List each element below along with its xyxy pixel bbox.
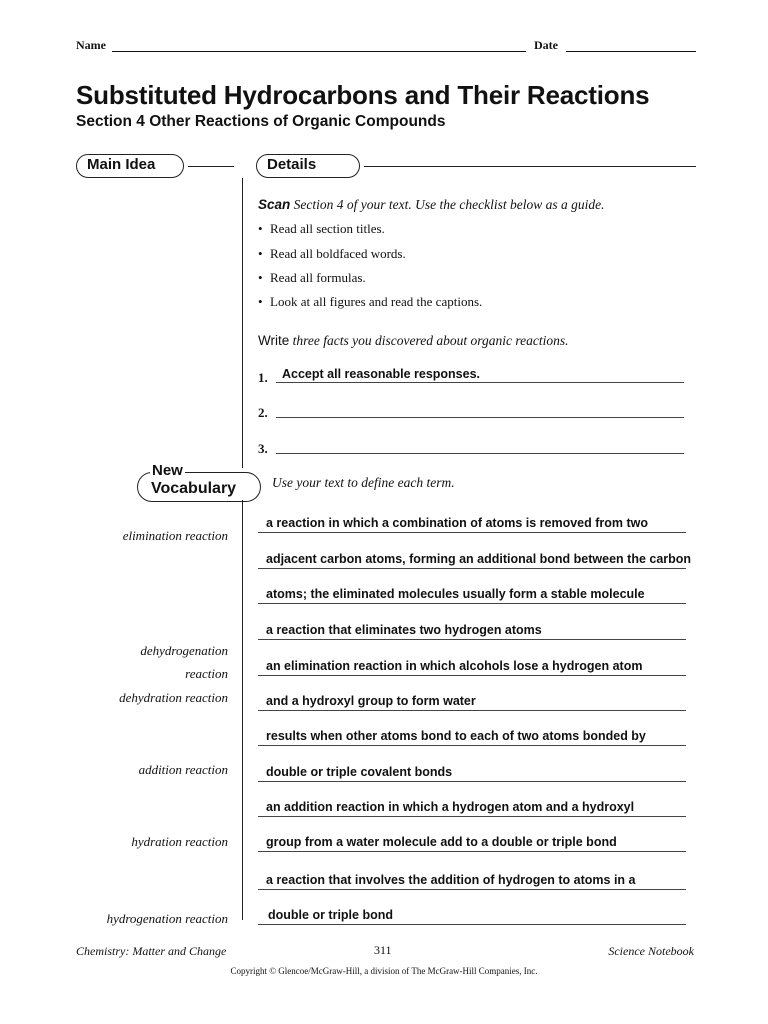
fact-number: 2.	[258, 405, 268, 420]
column-divider-top	[242, 178, 243, 468]
checklist-text: Read all formulas.	[270, 270, 366, 285]
fact-answer-line[interactable]	[276, 417, 684, 418]
write-rest: three facts you discovered about organic reactions.	[289, 333, 569, 348]
main-idea-rule	[188, 166, 234, 167]
definition-text: a reaction in which a combination of atoms is removed from two	[266, 516, 649, 530]
write-lead: Write	[258, 333, 290, 348]
checklist-item: • Look at all figures and read the captions.	[258, 294, 483, 309]
main-idea-header: Main Idea	[76, 154, 184, 178]
definition-line[interactable]	[258, 687, 686, 711]
term-dehydrogenation-cont: reaction	[185, 666, 228, 681]
badge-new: New	[152, 462, 183, 479]
date-field[interactable]	[566, 51, 696, 52]
definition-line[interactable]	[258, 722, 686, 746]
definition-line[interactable]	[258, 793, 686, 817]
checklist-text: Read all boldfaced words.	[270, 246, 406, 261]
scan-rest: Section 4 of your text. Use the checklist below as a guide.	[290, 197, 605, 212]
definition-text: double or triple bond	[268, 908, 393, 922]
definition-text: group from a water molecule add to a double or triple bond	[266, 835, 617, 849]
fact-answer: Accept all reasonable responses.	[282, 367, 481, 381]
checklist-item: • Read all section titles.	[258, 221, 385, 236]
details-rule	[364, 166, 696, 167]
definition-text: a reaction that involves the addition of hydrogen to atoms in a	[266, 873, 636, 887]
term-dehydrogenation: dehydrogenation	[140, 643, 228, 658]
name-date-row	[76, 38, 696, 56]
fact-number: 1.	[258, 370, 268, 385]
term-hydrogenation-reaction: hydrogenation reaction	[106, 911, 228, 926]
definition-line[interactable]	[258, 901, 686, 925]
definition-line[interactable]	[258, 828, 686, 852]
definition-text: atoms; the eliminated molecules usually form a stable molecule	[266, 587, 645, 601]
footer-notebook: Science Notebook	[608, 944, 694, 958]
scan-lead: Scan	[258, 197, 291, 212]
details-header: Details	[256, 154, 360, 178]
definition-line[interactable]	[258, 758, 686, 782]
definition-text: a reaction that eliminates two hydrogen atoms	[266, 623, 542, 637]
column-divider-bottom	[242, 500, 243, 920]
definition-text: adjacent carbon atoms, forming an additional bond between the carbon	[266, 552, 692, 566]
fact-answer-line[interactable]	[276, 382, 684, 383]
definition-text: results when other atoms bond to each of two atoms bonded by	[266, 729, 646, 743]
definition-line[interactable]	[258, 580, 686, 604]
definition-text: an addition reaction in which a hydrogen atom and a hydroxyl	[266, 800, 635, 814]
definition-text: an elimination reaction in which alcohols lose a hydrogen atom	[266, 659, 643, 673]
name-label: Name	[76, 38, 106, 52]
definition-line[interactable]	[258, 652, 686, 676]
checklist-item: • Read all formulas.	[258, 270, 366, 285]
fact-answer-line[interactable]	[276, 453, 684, 454]
term-addition-reaction: addition reaction	[138, 762, 228, 777]
fact-number: 3.	[258, 441, 268, 456]
definition-line[interactable]	[258, 866, 686, 890]
date-label: Date	[534, 38, 558, 52]
page-subtitle: Section 4 Other Reactions of Organic Compounds	[76, 113, 446, 130]
checklist-text: Read all section titles.	[270, 221, 385, 236]
definition-line[interactable]	[258, 509, 686, 533]
checklist-text: Look at all figures and read the captions.	[270, 294, 483, 309]
definition-text: and a hydroxyl group to form water	[266, 694, 476, 708]
name-field[interactable]	[112, 51, 526, 52]
term-dehydration-reaction: dehydration reaction	[119, 690, 228, 705]
copyright-notice: Copyright © Glencoe/McGraw-Hill, a division of The McGraw-Hill Companies, Inc.	[230, 966, 538, 976]
write-instruction	[258, 333, 568, 349]
page-number: 311	[374, 943, 392, 957]
definition-text: double or triple covalent bonds	[266, 765, 453, 779]
page-title: Substituted Hydrocarbons and Their Reactions	[76, 80, 650, 110]
vocabulary-instruction: Use your text to define each term.	[272, 475, 455, 490]
footer-book-title: Chemistry: Matter and Change	[76, 944, 227, 958]
checklist-item: • Read all boldfaced words.	[258, 246, 406, 261]
definition-line[interactable]	[258, 545, 692, 569]
scan-instruction	[258, 197, 604, 213]
term-hydration-reaction: hydration reaction	[131, 834, 228, 849]
definition-line[interactable]	[258, 616, 686, 640]
term-elimination-reaction: elimination reaction	[122, 528, 228, 543]
badge-vocabulary: Vocabulary	[151, 480, 237, 497]
